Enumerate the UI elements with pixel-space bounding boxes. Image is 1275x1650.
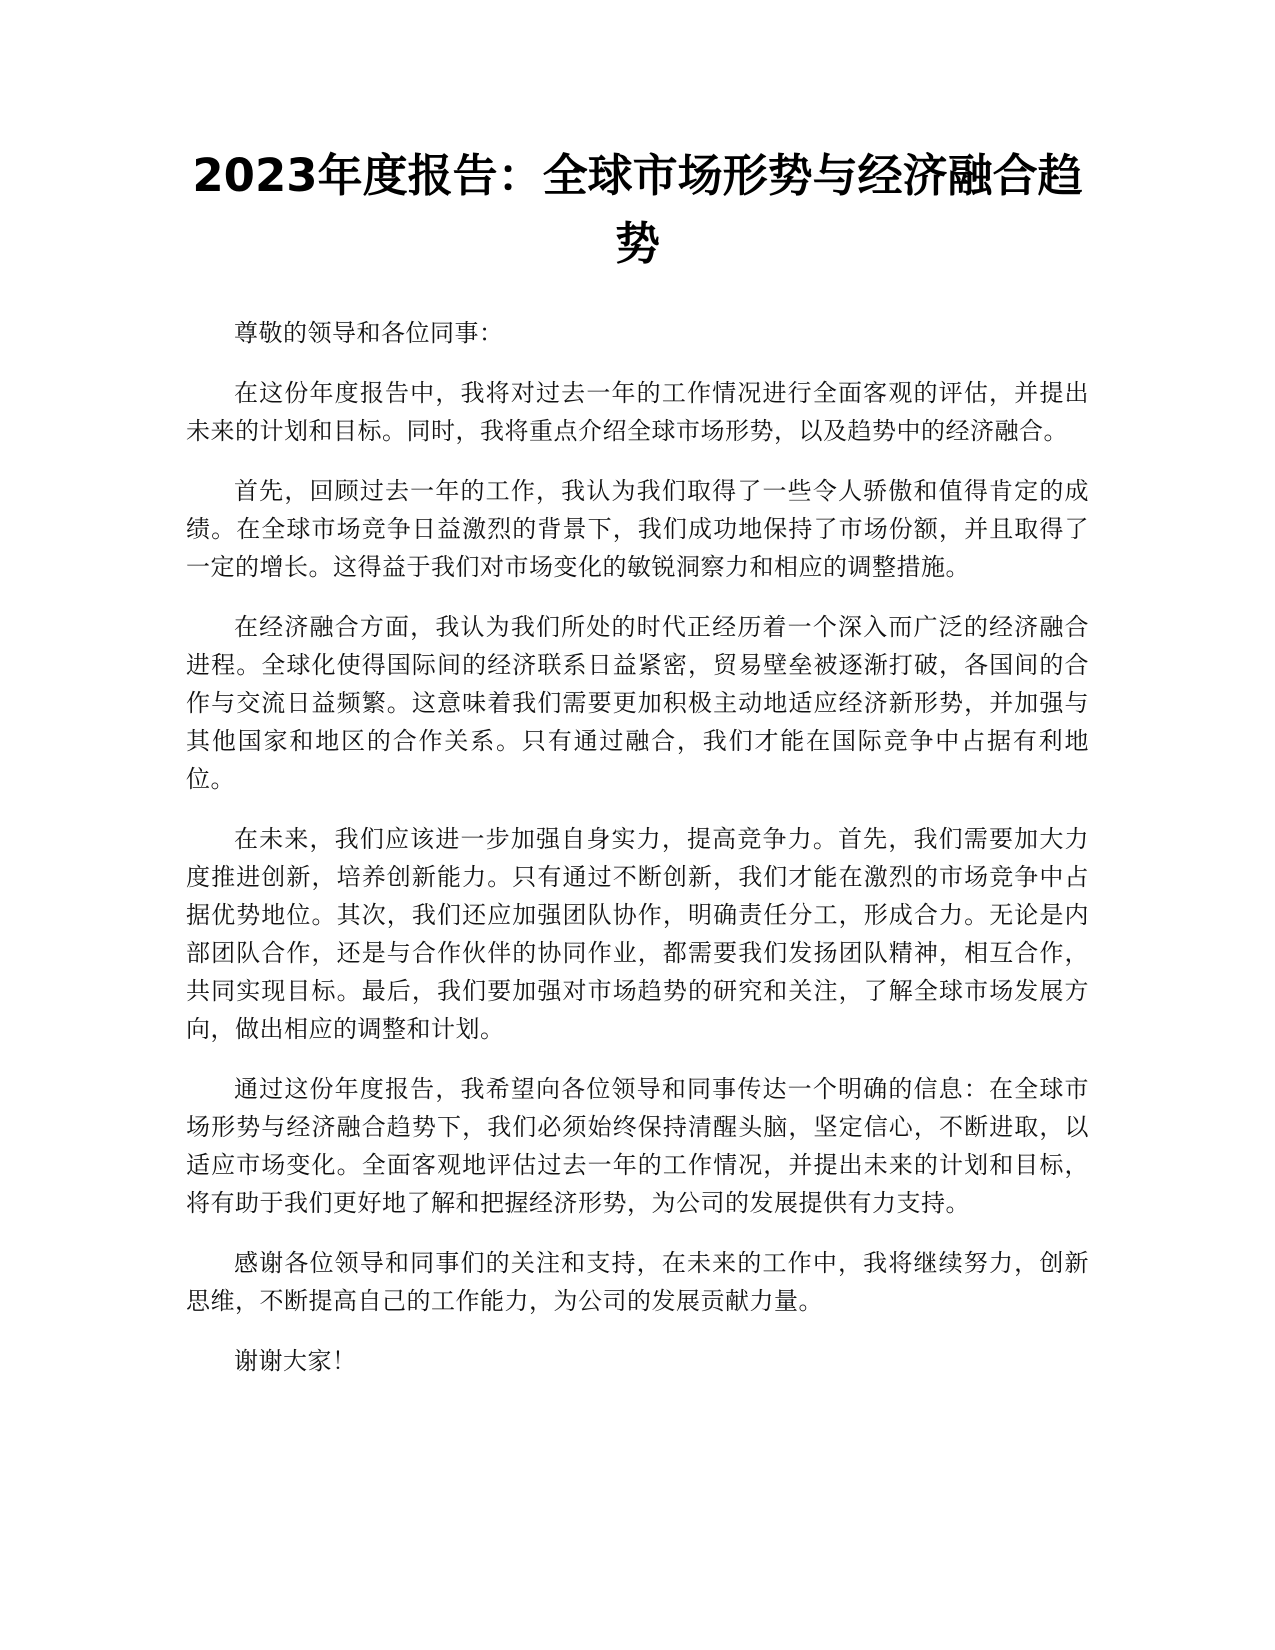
closing-paragraph: 谢谢大家！	[234, 1347, 357, 1375]
thanks-paragraph: 感谢各位领导和同事们的关注和支持，在未来的工作中，我将继续努力，创新思维，不断提高自己的工作能力，为公司的发展贡献力量。	[186, 1249, 1089, 1315]
intro-paragraph: 在这份年度报告中，我将对过去一年的工作情况进行全面客观的评估，并提出未来的计划和目标。同时，我将重点介绍全球市场形势，以及趋势中的经济融合。	[186, 379, 1089, 445]
future-plan-paragraph: 在未来，我们应该进一步加强自身实力，提高竞争力。首先，我们需要加大力度推进创新，培养创新能力。只有通过不断创新，我们才能在激烈的市场竞争中占据优势地位。其次，我们还应加强团队协作，明确责任分工，形成合力。无论是内部团队合作，还是与合作伙伴的协同作业，都需要我们发扬团队精神，相互合作，共同实现目标。最后，我们要加强对市场趋势的研究和关注，了解全球市场发展方向，做出相应的调整和计划。	[186, 825, 1089, 1043]
review-paragraph: 首先，回顾过去一年的工作，我认为我们取得了一些令人骄傲和值得肯定的成绩。在全球市场竞争日益激烈的背景下，我们成功地保持了市场份额，并且取得了一定的增长。这得益于我们对市场变化的敏锐洞察力和相应的调整措施。	[186, 477, 1089, 581]
document-title: 2023年度报告：全球市场形势与经济融合趋势	[192, 149, 1083, 270]
message-paragraph: 通过这份年度报告，我希望向各位领导和同事传达一个明确的信息：在全球市场形势与经济融合趋势下，我们必须始终保持清醒头脑，坚定信心，不断进取，以适应市场变化。全面客观地评估过去一年的工作情况，并提出未来的计划和目标，将有助于我们更好地了解和把握经济形势，为公司的发展提供有力支持。	[186, 1075, 1089, 1217]
economic-integration-paragraph: 在经济融合方面，我认为我们所处的时代正经历着一个深入而广泛的经济融合进程。全球化使得国际间的经济联系日益紧密，贸易壁垒被逐渐打破，各国间的合作与交流日益频繁。这意味着我们需要更加积极主动地适应经济新形势，并加强与其他国家和地区的合作关系。只有通过融合，我们才能在国际竞争中占据有利地位。	[186, 613, 1089, 793]
salutation-paragraph: 尊敬的领导和各位同事：	[234, 319, 504, 347]
document-body	[186, 314, 1089, 1380]
